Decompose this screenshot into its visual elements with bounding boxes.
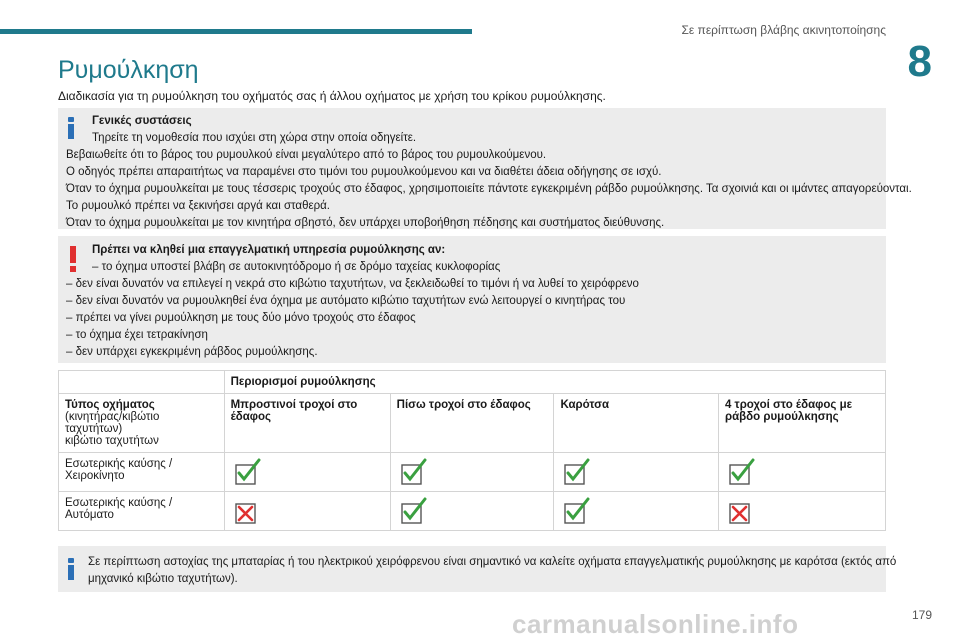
row-label [59,453,225,492]
row-label-line: Εσωτερικής καύσης / Αυτόματο [65,497,173,521]
mark-cell [554,492,719,531]
general-line: Ο οδηγός πρέπει απαραιτήτως να παραμένει στο τιμόνι του ρυμουλκούμενου και να διαθέτει άδεια οδήγησης σε ισχύ. [66,166,662,178]
header-rule [0,29,472,34]
info-icon [66,117,78,139]
note-line: μηχανικό κιβώτιο ταχυτήτων). [88,573,238,585]
check-icon [235,458,265,486]
note-box [58,546,897,592]
general-recommendations-box [58,108,912,229]
warning-line: – το όχημα έχει τετρακίνηση [66,329,208,341]
general-line: Όταν το όχημα ρυμουλκείται με τους τέσσερις τροχούς στο έδαφος, χρησιμοποιείτε πάντοτε εγκεκριμένη ράβδο ρυμούλκησης. Τα σχοινιά και οι ιμάντες απαγορεύονται. [66,183,912,195]
section-title: Σε περίπτωση βλάβης ακινητοποίησης [681,23,886,37]
header-vehicle-type-sub: (κινητήρας/κιβώτιο ταχυτήτων) [65,411,160,435]
row-label [59,492,225,531]
warning-line: – πρέπει να γίνει ρυμούλκηση με τους δύο μόνο τροχούς στο έδαφος [66,312,416,324]
row-label-line: Χειροκίνητο [65,470,125,482]
warning-box [58,236,886,363]
header-flatbed: Καρότσα [554,394,719,453]
table-caption: Περιορισμοί ρυμούλκησης [224,371,885,394]
page-number: 179 [911,608,932,622]
check-icon [564,497,594,525]
table-row [59,453,886,492]
header-vehicle-type [59,394,225,453]
check-icon [401,458,431,486]
check-icon [564,458,594,486]
mark-cell [390,453,554,492]
warning-icon [68,246,78,272]
general-heading: Γενικές συστάσεις [92,115,192,127]
table-row [59,492,886,531]
note-line: Σε περίπτωση αστοχίας της μπαταρίας ή του ηλεκτρικού χειρόφρενου είναι σημαντικό να καλείτε οχήματα επαγγελματικής ρυμούλκησης με καρότσα (εκτός από [88,556,897,568]
info-icon [66,558,78,580]
general-line: Όταν το όχημα ρυμουλκείται με τον κινητήρα σβηστό, δεν υπάρχει υποβοήθηση πέδησης και συστήματος διεύθυνσης. [66,217,665,229]
mark-cell [554,453,719,492]
mark-cell [390,492,554,531]
header-front-wheels: Μπροστινοί τροχοί στο έδαφος [224,394,390,453]
cross-icon [729,497,759,525]
check-icon [729,458,759,486]
header-vehicle-type-title: Τύπος οχήματος [65,399,155,411]
chapter-number: 8 [907,37,932,86]
warning-line: – δεν υπάρχει εγκεκριμένη ράβδος ρυμούλκησης. [66,346,318,358]
mark-cell [224,492,390,531]
check-icon [401,497,431,525]
general-line: Βεβαιωθείτε ότι το βάρος του ρυμουλκού είναι μεγαλύτερο από το βάρος του ρυμουλκούμενου. [66,149,547,161]
warning-line: – δεν είναι δυνατόν να ρυμουλκηθεί ένα όχημα με αυτόματο κιβώτιο ταχυτήτων ενώ λειτουργεί ο κινητήρας του [66,295,626,307]
warning-line: – το όχημα υποστεί βλάβη σε αυτοκινητόδρομο ή σε δρόμο ταχείας κυκλοφορίας [92,261,501,273]
warning-line: – δεν είναι δυνατόν να επιλεγεί η νεκρά στο κιβώτιο ταχυτήτων, να ξεκλειδωθεί το τιμόνι ή να λυθεί το χειρόφρενο [66,278,639,290]
intro-text: Διαδικασία για τη ρυμούλκηση του οχήματός σας ή άλλου οχήματος με χρήση του κρίκου ρυμούλκησης. [58,89,606,103]
cross-icon [235,497,265,525]
page-title: Ρυμούλκηση [58,56,199,84]
row-label-line: Εσωτερικής καύσης / [65,458,173,470]
header-vehicle-type-sub2: κιβώτιο ταχυτήτων [65,435,159,447]
watermark: carmanualsonline.info [512,609,799,639]
towing-restrictions-table [58,370,886,531]
mark-cell [718,453,885,492]
table-corner-cell [59,371,225,394]
general-line: Τηρείτε τη νομοθεσία που ισχύει στη χώρα στην οποία οδηγείτε. [92,132,417,144]
mark-cell [718,492,885,531]
header-rear-wheels: Πίσω τροχοί στο έδαφος [390,394,554,453]
header-four-wheels: 4 τροχοί στο έδαφος με ράβδο ρυμούλκησης [718,394,885,453]
general-line: Το ρυμουλκό πρέπει να ξεκινήσει αργά και σταθερά. [66,200,330,212]
mark-cell [224,453,390,492]
warning-heading: Πρέπει να κληθεί μια επαγγελματική υπηρεσία ρυμούλκησης αν: [92,244,446,256]
